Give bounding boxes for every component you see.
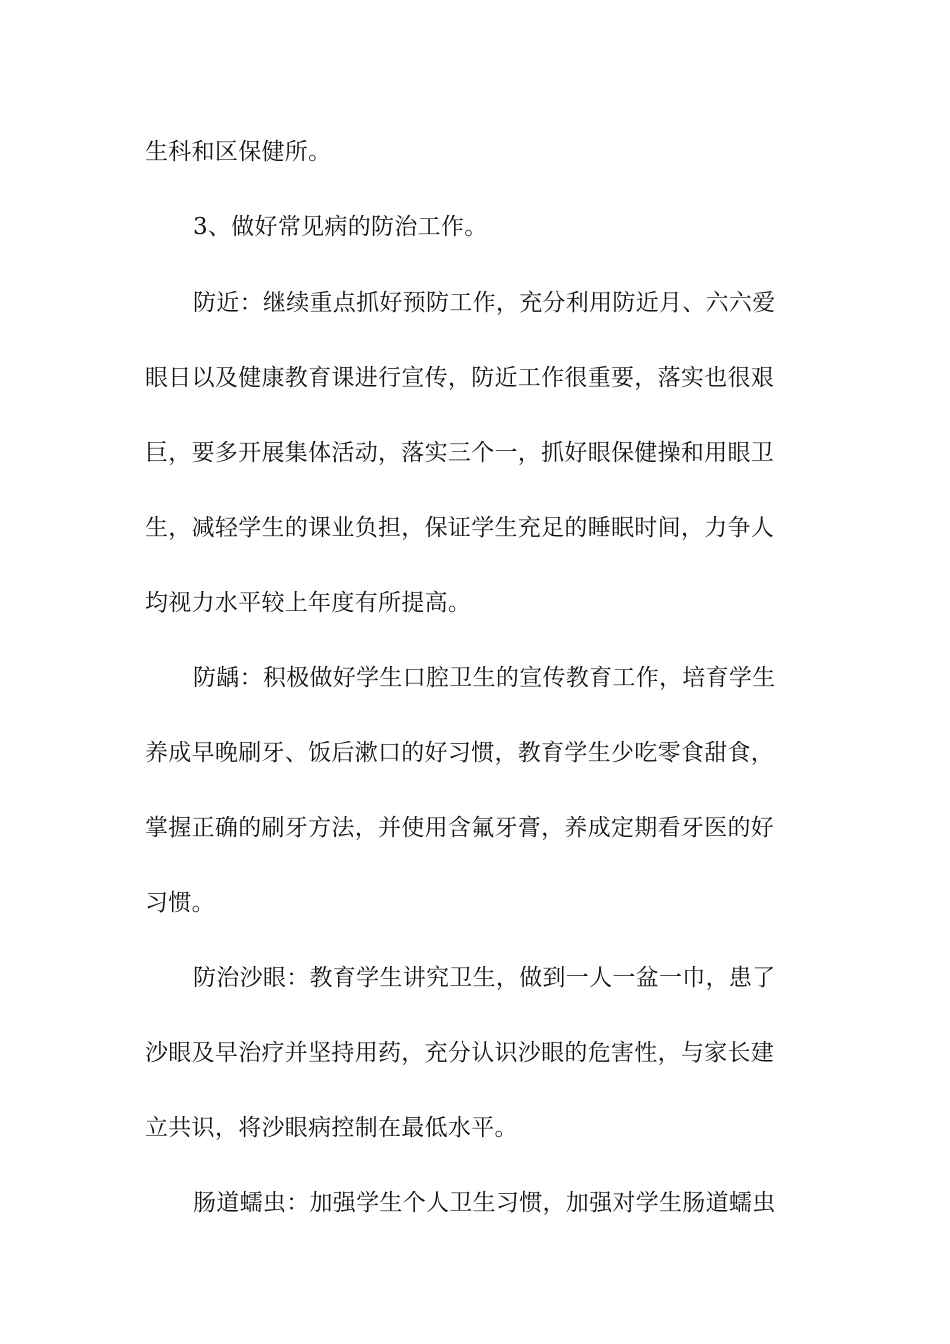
text-line-4: 眼日以及健康教育课进行宣传，防近工作很重要，落实也很艰 bbox=[145, 365, 775, 391]
text-line-6: 生，减轻学生的课业负担，保证学生充足的睡眠时间，力争人 bbox=[145, 515, 775, 541]
text-line-13: 沙眼及早治疗并坚持用药，充分认识沙眼的危害性，与家长建 bbox=[145, 1040, 775, 1066]
text-line-15: 肠道蠕虫：加强学生个人卫生习惯，加强对学生肠道蠕虫 bbox=[193, 1190, 776, 1216]
section-heading: 3、做好常见病的防治工作。 bbox=[193, 214, 488, 240]
text-line-10: 掌握正确的刷牙方法，并使用含氟牙膏，养成定期看牙医的好 bbox=[145, 815, 775, 841]
text-line-12: 防治沙眼：教育学生讲究卫生，做到一人一盆一巾，患了 bbox=[193, 965, 776, 991]
text-line-9: 养成早晚刷牙、饭后漱口的好习惯，教育学生少吃零食甜食， bbox=[145, 740, 775, 766]
text-line-8: 防龋：积极做好学生口腔卫生的宣传教育工作，培育学生 bbox=[193, 665, 776, 691]
text-line-11: 习惯。 bbox=[145, 890, 215, 916]
text-line-7: 均视力水平较上年度有所提高。 bbox=[145, 590, 472, 616]
text-line-14: 立共识，将沙眼病控制在最低水平。 bbox=[145, 1115, 518, 1141]
text-line-5: 巨，要多开展集体活动，落实三个一，抓好眼保健操和用眼卫 bbox=[145, 440, 775, 466]
text-line-1: 生科和区保健所。 bbox=[145, 139, 332, 165]
text-line-3: 防近：继续重点抓好预防工作，充分利用防近月、六六爱 bbox=[193, 290, 776, 316]
